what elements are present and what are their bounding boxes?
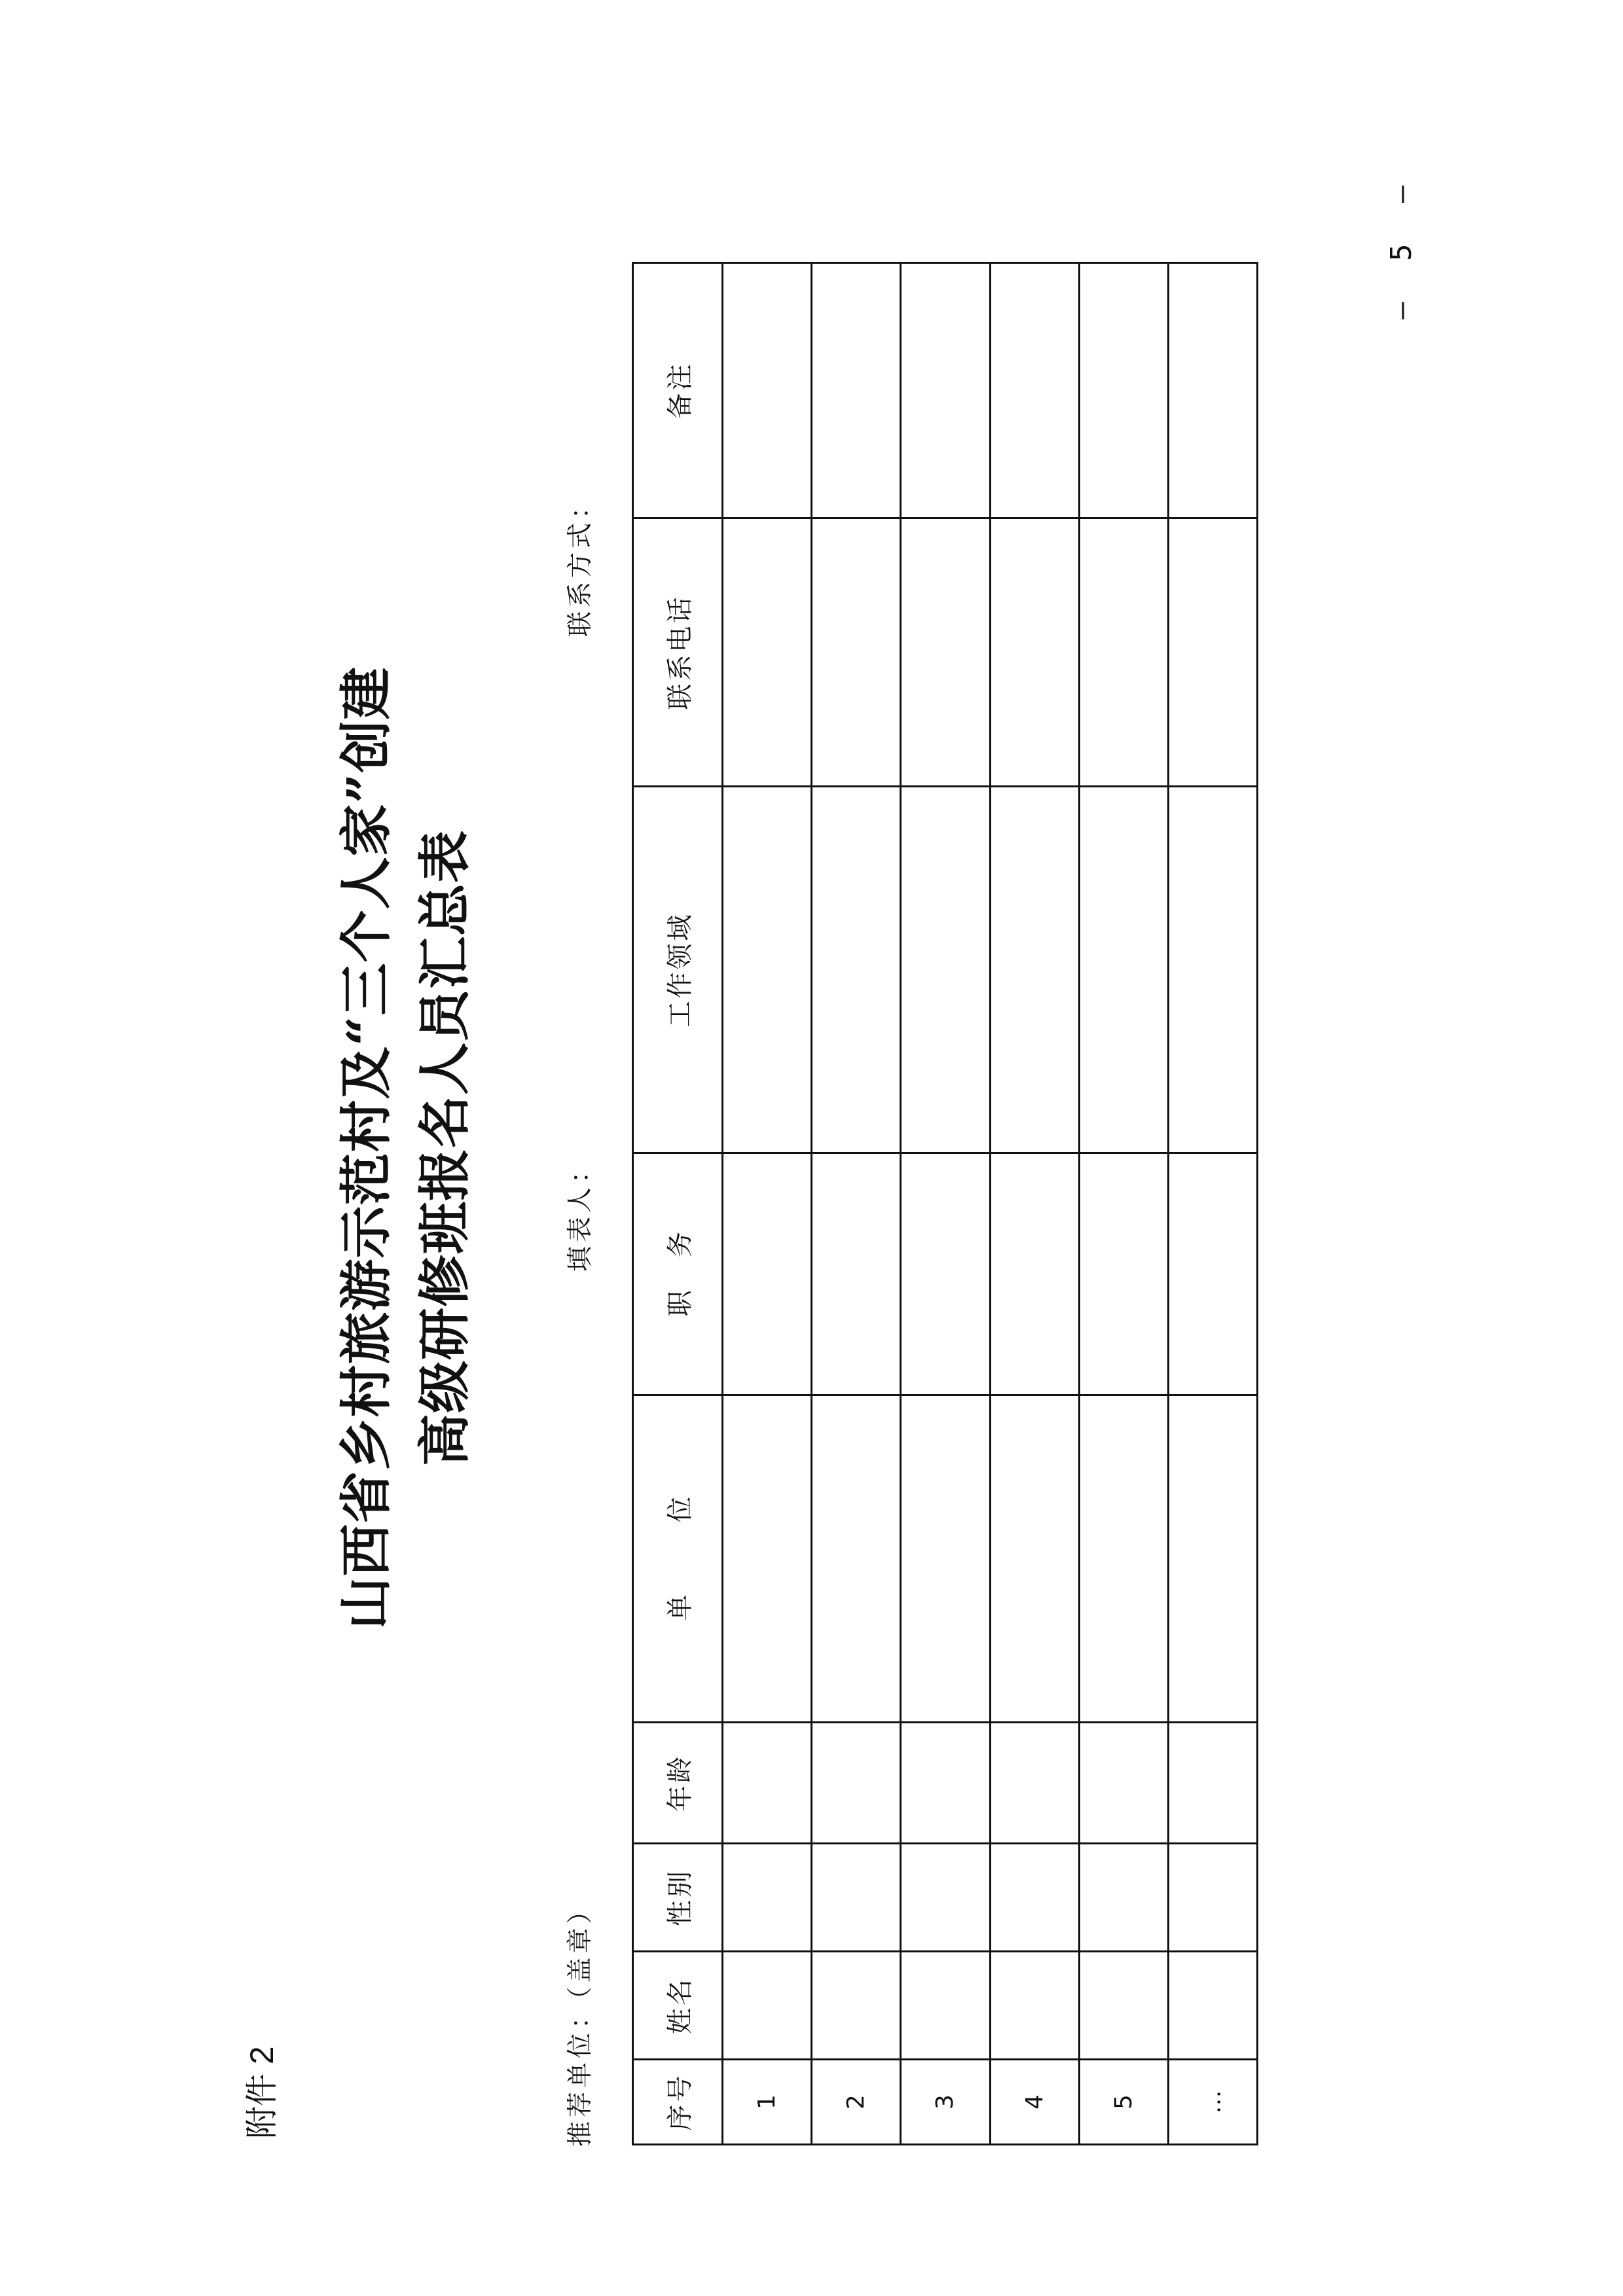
- work-field-cell[interactable]: [901, 787, 990, 1153]
- header-phone: 联系电话: [633, 518, 723, 787]
- header-index: 序号: [633, 2060, 723, 2145]
- table-row: [812, 263, 901, 2145]
- row-index-cell: 3: [901, 2060, 990, 2145]
- unit-cell[interactable]: [812, 1395, 901, 1723]
- unit-cell[interactable]: [990, 1395, 1079, 1723]
- gender-cell[interactable]: [990, 1844, 1079, 1952]
- phone-cell[interactable]: [812, 518, 901, 787]
- position-cell[interactable]: [1168, 1153, 1257, 1395]
- phone-cell[interactable]: [723, 518, 812, 787]
- name-cell[interactable]: [723, 1952, 812, 2060]
- unit-cell[interactable]: [1168, 1395, 1257, 1723]
- filler-label: 填表人：: [566, 1153, 595, 1272]
- name-cell[interactable]: [812, 1952, 901, 2060]
- header-age: 年龄: [633, 1723, 723, 1844]
- table-row: [901, 263, 990, 2145]
- remarks-cell[interactable]: [901, 263, 990, 518]
- gender-cell[interactable]: [723, 1844, 812, 1952]
- phone-cell[interactable]: [1168, 518, 1257, 787]
- position-cell[interactable]: [901, 1153, 990, 1395]
- gender-cell[interactable]: [1079, 1844, 1168, 1952]
- age-cell[interactable]: [723, 1723, 812, 1844]
- position-cell[interactable]: [723, 1153, 812, 1395]
- phone-cell[interactable]: [990, 518, 1079, 787]
- name-cell[interactable]: [1079, 1952, 1168, 2060]
- name-cell[interactable]: [1168, 1952, 1257, 2060]
- unit-cell[interactable]: [1079, 1395, 1168, 1723]
- work-field-cell[interactable]: [990, 787, 1079, 1153]
- row-index-cell: 4: [990, 2060, 1079, 2145]
- row-index-cell: …: [1168, 2060, 1257, 2145]
- document-title-line-2: 高级研修班报名人员汇总表: [414, 830, 475, 1466]
- age-cell[interactable]: [812, 1723, 901, 1844]
- phone-cell[interactable]: [1079, 518, 1168, 787]
- remarks-cell[interactable]: [1079, 263, 1168, 518]
- header-position: 职务: [633, 1153, 723, 1395]
- position-cell[interactable]: [990, 1153, 1079, 1395]
- header-gender: 性别: [633, 1844, 723, 1952]
- remarks-cell[interactable]: [723, 263, 812, 518]
- header-work-field: 工作领域: [633, 787, 723, 1153]
- recommend-unit-label: 推荐单位：（盖章）: [566, 1894, 595, 2147]
- header-name: 姓名: [633, 1952, 723, 2060]
- table-row: [723, 263, 812, 2145]
- age-cell[interactable]: [1079, 1723, 1168, 1844]
- gender-cell[interactable]: [901, 1844, 990, 1952]
- registration-table: [632, 262, 1258, 2145]
- table-row: [1079, 263, 1168, 2145]
- remarks-cell[interactable]: [1168, 263, 1257, 518]
- age-cell[interactable]: [1168, 1723, 1257, 1844]
- gender-cell[interactable]: [812, 1844, 901, 1952]
- work-field-cell[interactable]: [1079, 787, 1168, 1153]
- position-cell[interactable]: [1079, 1153, 1168, 1395]
- document-title-line-1: 山西省乡村旅游示范村及“三个人家”创建: [335, 666, 397, 1630]
- attachment-label: 附件 2: [244, 2046, 280, 2139]
- row-index-cell: 1: [723, 2060, 812, 2145]
- remarks-cell[interactable]: [812, 263, 901, 518]
- contact-label: 联系方式：: [566, 489, 595, 637]
- age-cell[interactable]: [990, 1723, 1079, 1844]
- work-field-cell[interactable]: [1168, 787, 1257, 1153]
- table-row: [1168, 263, 1257, 2145]
- work-field-cell[interactable]: [723, 787, 812, 1153]
- unit-cell[interactable]: [723, 1395, 812, 1723]
- table-row: [990, 263, 1079, 2145]
- name-cell[interactable]: [901, 1952, 990, 2060]
- age-cell[interactable]: [901, 1723, 990, 1844]
- table-header-row: [633, 263, 723, 2145]
- phone-cell[interactable]: [901, 518, 990, 787]
- row-index-cell: 5: [1079, 2060, 1168, 2145]
- remarks-cell[interactable]: [990, 263, 1079, 518]
- position-cell[interactable]: [812, 1153, 901, 1395]
- header-unit: 单位: [633, 1395, 723, 1723]
- header-remarks: 备注: [633, 263, 723, 518]
- work-field-cell[interactable]: [812, 787, 901, 1153]
- page-number: — 5 —: [1385, 173, 1418, 319]
- unit-cell[interactable]: [901, 1395, 990, 1723]
- name-cell[interactable]: [990, 1952, 1079, 2060]
- row-index-cell: 2: [812, 2060, 901, 2145]
- gender-cell[interactable]: [1168, 1844, 1257, 1952]
